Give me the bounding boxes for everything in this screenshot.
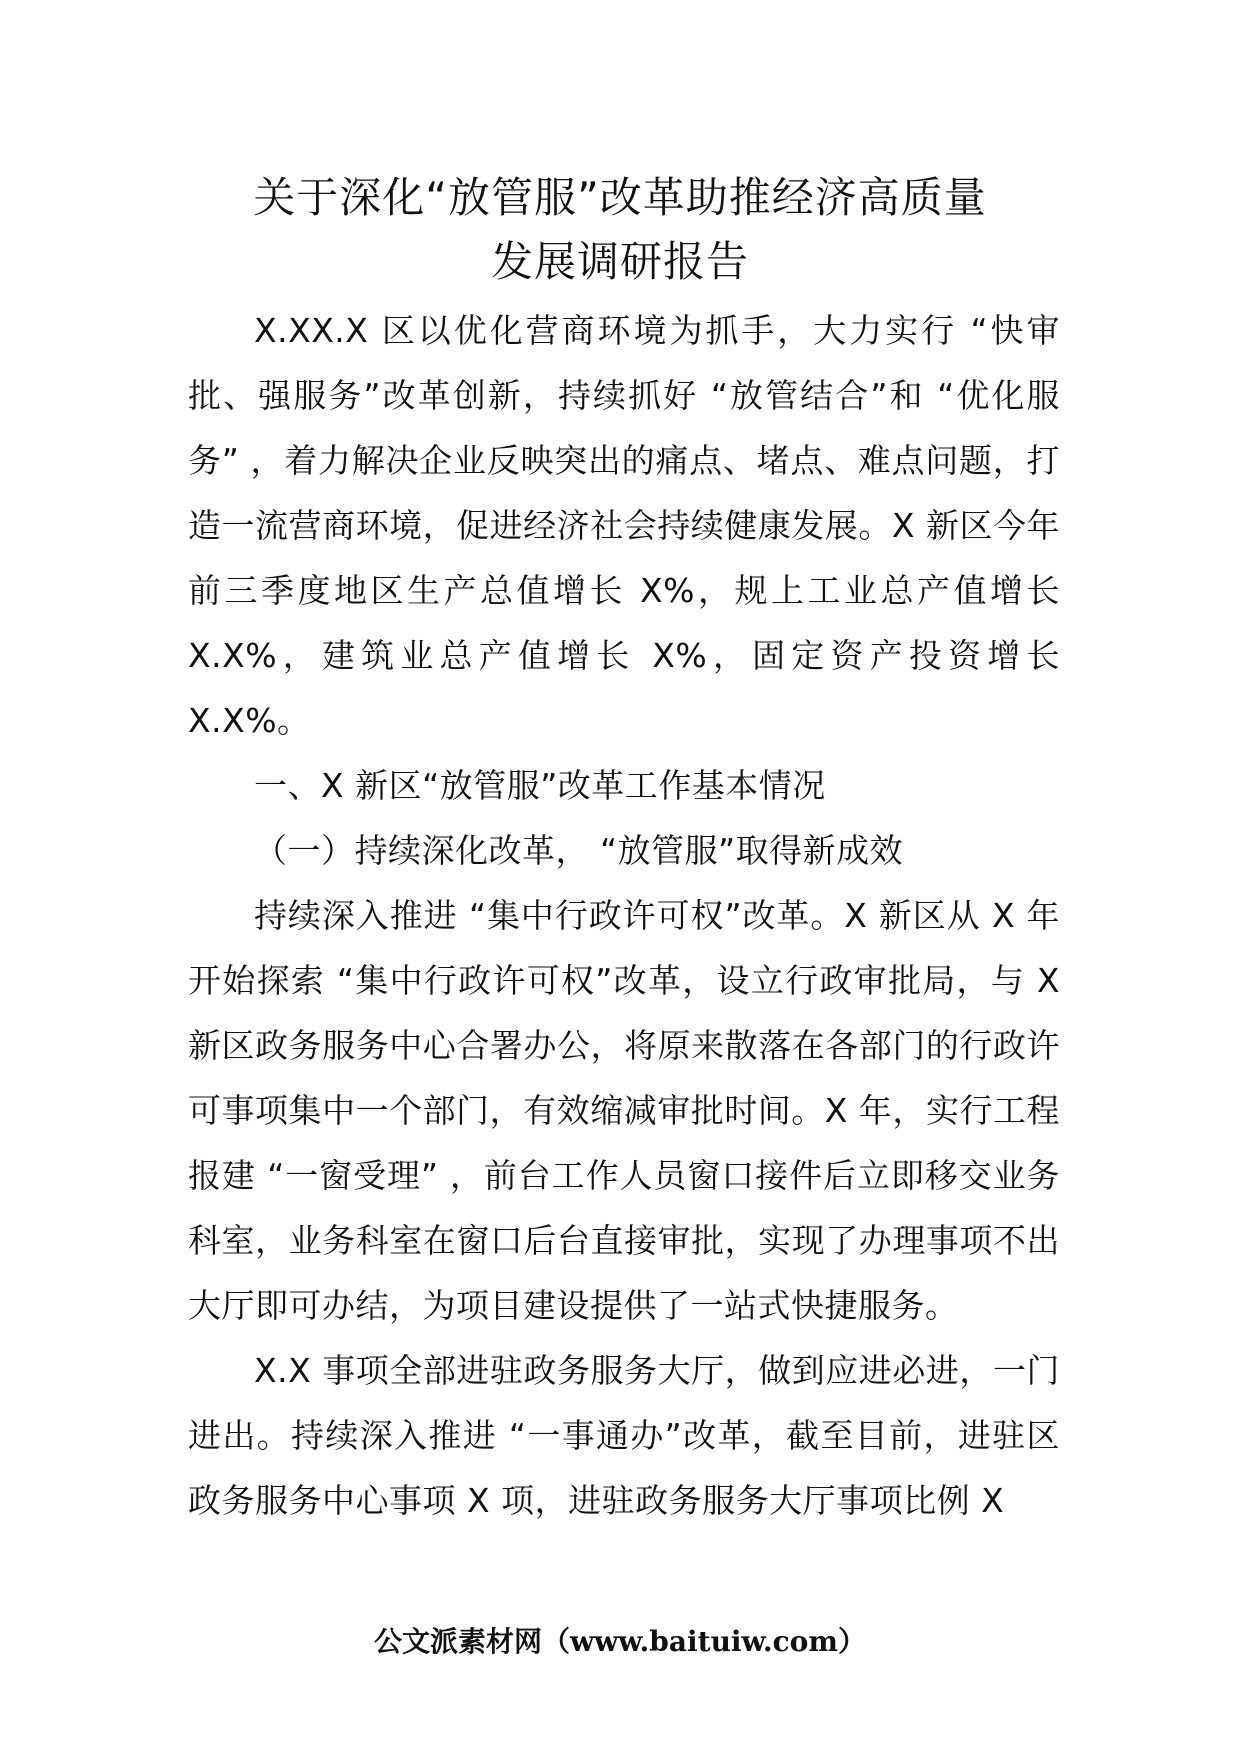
paragraph-reform: 持续深入推进 “集中行政许可权”改革。X 新区从 X 年开始探索 “集中行政许可权”改革，设立行政审批局，与 X 新区政务服务中心合署办公，将原来散落在各部门的行政许可事项集中一个部门，有效缩减审批时间。X 年，实行工程报建 “一窗受理” ，前台工作人员窗口接件后立即移交业务科室，业务科室在窗口后台直接审批，实现了办理事项不出大厅即可办结，为项目建设提供了一站式快捷服务。: [188, 896, 1060, 1325]
section-heading-1: 一、X 新区“放管服”改革工作基本情况: [254, 766, 826, 805]
paragraph-hall: X.X 事项全部进驻政务服务大厅，做到应进必进，一门进出。持续深入推进 “一事通办”改革，截至目前，进驻区政务服务中心事项 X 项，进驻政务服务大厅事项比例 X: [188, 1351, 1060, 1520]
footer-watermark: 公文派素材网（www.baituiw.com）: [374, 1625, 866, 1658]
document-body: [188, 298, 1060, 1533]
document-title-line-2: 发展调研报告: [490, 237, 749, 286]
document-title-line-1: 关于深化“放管服”改革助推经济高质量: [253, 173, 987, 222]
paragraph-intro: X.XX.X 区以优化营商环境为抓手，大力实行 “快审批、强服务”改革创新，持续抓好 “放管结合”和 “优化服务” ，着力解决企业反映突出的痛点、堵点、难点问题，打造一流营商环境，促进经济社会持续健康发展。X 新区今年前三季度地区生产总值增长 X%，规上工业总产值增长 X.X%，建筑业总产值增长 X%，固定资产投资增长 X.X%。: [188, 311, 1060, 740]
subsection-heading-1: （一）持续深化改革， “放管服”取得新成效: [254, 831, 904, 870]
